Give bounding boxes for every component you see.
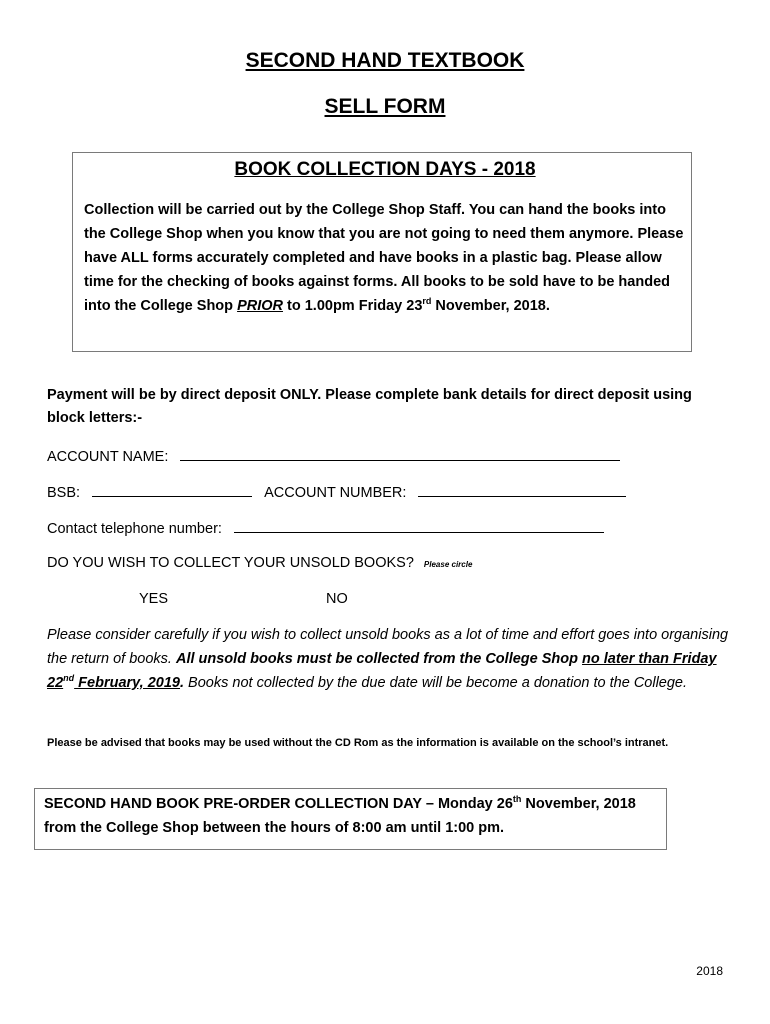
yes-option[interactable]: YES: [139, 591, 169, 607]
consider-text: Please consider carefully if you wish to collect unsold books as a lot of time and effort goes into organising the return of books.: [47, 627, 729, 667]
preorder-text: [44, 792, 659, 840]
contact-phone-row: [47, 520, 604, 537]
deadline-month: February, 2019: [74, 675, 180, 691]
preorder-day: SECOND HAND BOOK PRE-ORDER COLLECTION DAY – Monday 26: [44, 796, 513, 812]
preorder-ordinal: th: [512, 794, 522, 805]
collect-question: DO YOU WISH TO COLLECT YOUR UNSOLD BOOKS?: [47, 555, 414, 571]
no-option[interactable]: NO: [326, 591, 348, 607]
account-number-label: ACCOUNT NUMBER:: [264, 485, 407, 501]
bsb-label: BSB:: [47, 485, 81, 501]
collection-days-heading: BOOK COLLECTION DAYS - 2018: [234, 159, 536, 180]
deadline-period: .: [180, 675, 185, 691]
bsb-field[interactable]: [92, 484, 252, 497]
account-name-label: ACCOUNT NAME:: [47, 449, 169, 465]
collection-body-end: November, 2018.: [431, 298, 550, 314]
account-name-row: [47, 448, 620, 465]
prior-emphasis: PRIOR: [237, 298, 283, 314]
deadline-ordinal: nd: [63, 673, 75, 684]
consider-bold: All unsold books must be collected from the College Shop: [175, 651, 583, 667]
form-title: SECOND HAND TEXTBOOK: [245, 49, 525, 72]
collection-body-date: to 1.00pm Friday 23: [282, 298, 423, 314]
preorder-details: November, 2018 from the College Shop between the hours of 8:00 am until 1:00 pm.: [44, 796, 636, 836]
donation-note: Books not collected by the due date will be become a donation to the College.: [184, 675, 688, 691]
collection-consideration: [47, 623, 737, 695]
cd-rom-advisory: Please be advised that books may be used without the CD Rom as the information is available on the school’s intranet.: [47, 737, 669, 749]
payment-instructions: Payment will be by direct deposit ONLY. Please complete bank details for direct deposit using block letters:-: [47, 387, 692, 426]
contact-phone-field[interactable]: [234, 520, 604, 533]
account-name-field[interactable]: [180, 448, 620, 461]
bank-details-row: [47, 484, 626, 501]
circle-note: Please circle: [423, 560, 473, 569]
account-number-field[interactable]: [418, 484, 626, 497]
collect-question-row: [47, 556, 472, 571]
form-subtitle: SELL FORM: [324, 95, 446, 118]
ordinal-suffix: rd: [422, 296, 432, 307]
collection-days-body: [84, 198, 688, 318]
deadline-date: no later than Friday 22: [47, 651, 717, 691]
footer-year: 2018: [696, 964, 723, 978]
contact-phone-label: Contact telephone number:: [47, 521, 222, 537]
collection-body-text: Collection will be carried out by the College Shop Staff. You can hand the books into the College Shop when you know that you are not going to need them anymore. Please have ALL forms accurately completed and have books in a plastic bag. Please allow time for the checking of books against forms. All books to be sold have to be handed into the College Shop: [84, 202, 684, 314]
